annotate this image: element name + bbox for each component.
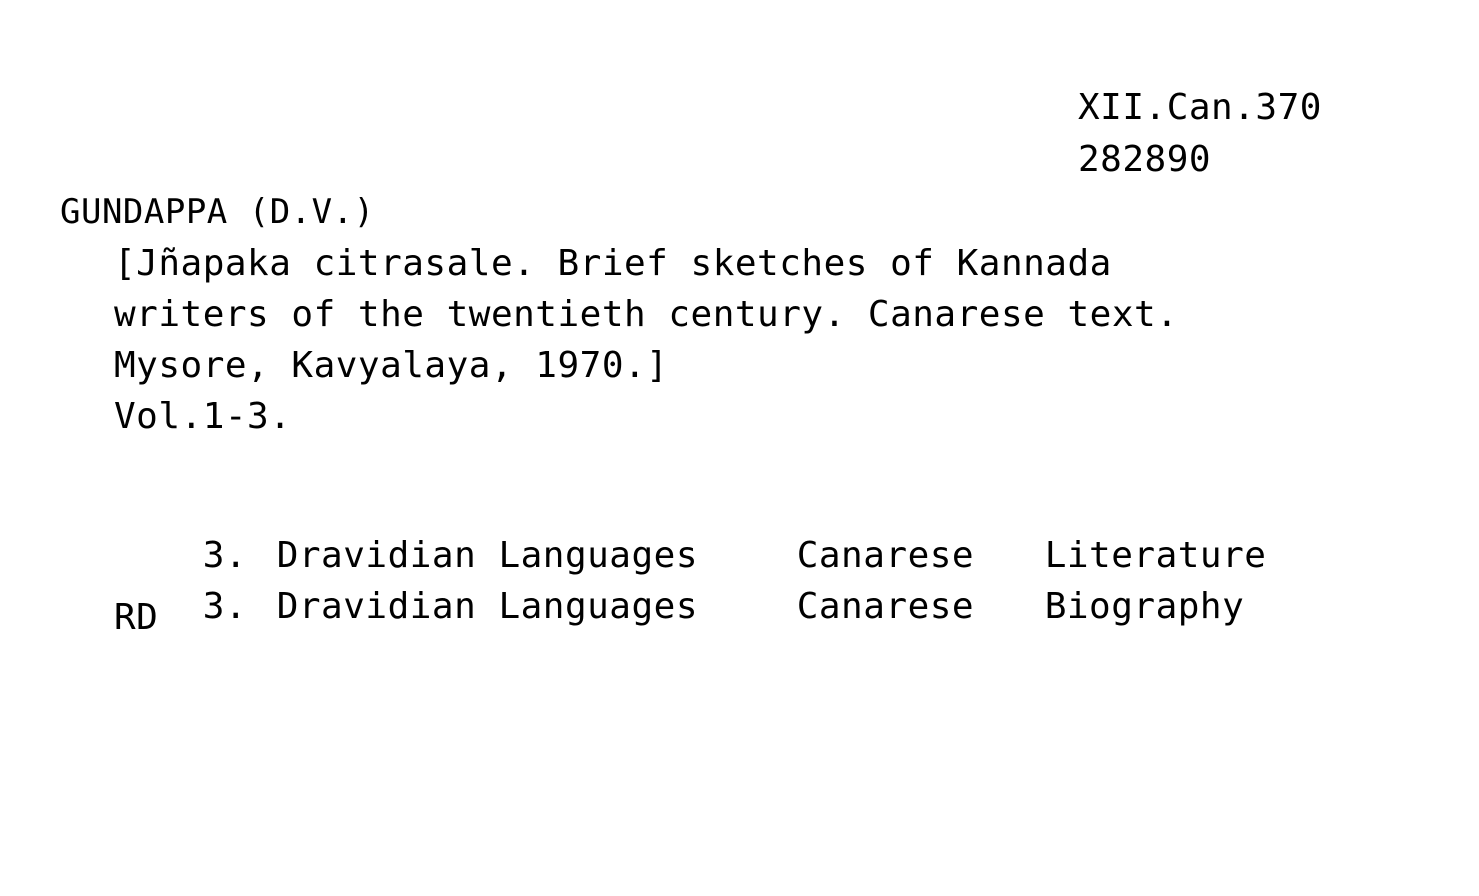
volume-line: Vol.1-3. (114, 396, 292, 437)
subject-language: Canarese (796, 535, 975, 576)
shelfmark: XII.Can.370 (1078, 87, 1322, 128)
subject-field: Dravidian Languages (276, 586, 699, 627)
subject-number: 3. (202, 535, 248, 576)
subject-number: 3. (202, 586, 248, 627)
subject-language: Canarese (796, 586, 975, 627)
subject-topic: Literature (1044, 535, 1267, 576)
subject-field: Dravidian Languages (276, 535, 699, 576)
title-line-2: writers of the twentieth century. Canarese text. (114, 294, 1179, 335)
subject-topic: Biography (1044, 586, 1245, 627)
subject-entry (114, 547, 1244, 667)
title-line-1: [Jñapaka citrasale. Brief sketches of Kannada (114, 243, 1112, 284)
author-heading: GUNDAPPA (D.V.) (60, 192, 375, 232)
accession-number: 282890 (1078, 139, 1212, 180)
imprint-line: Mysore, Kavyalaya, 1970.] (114, 345, 669, 386)
footer-code: RD (114, 597, 159, 638)
